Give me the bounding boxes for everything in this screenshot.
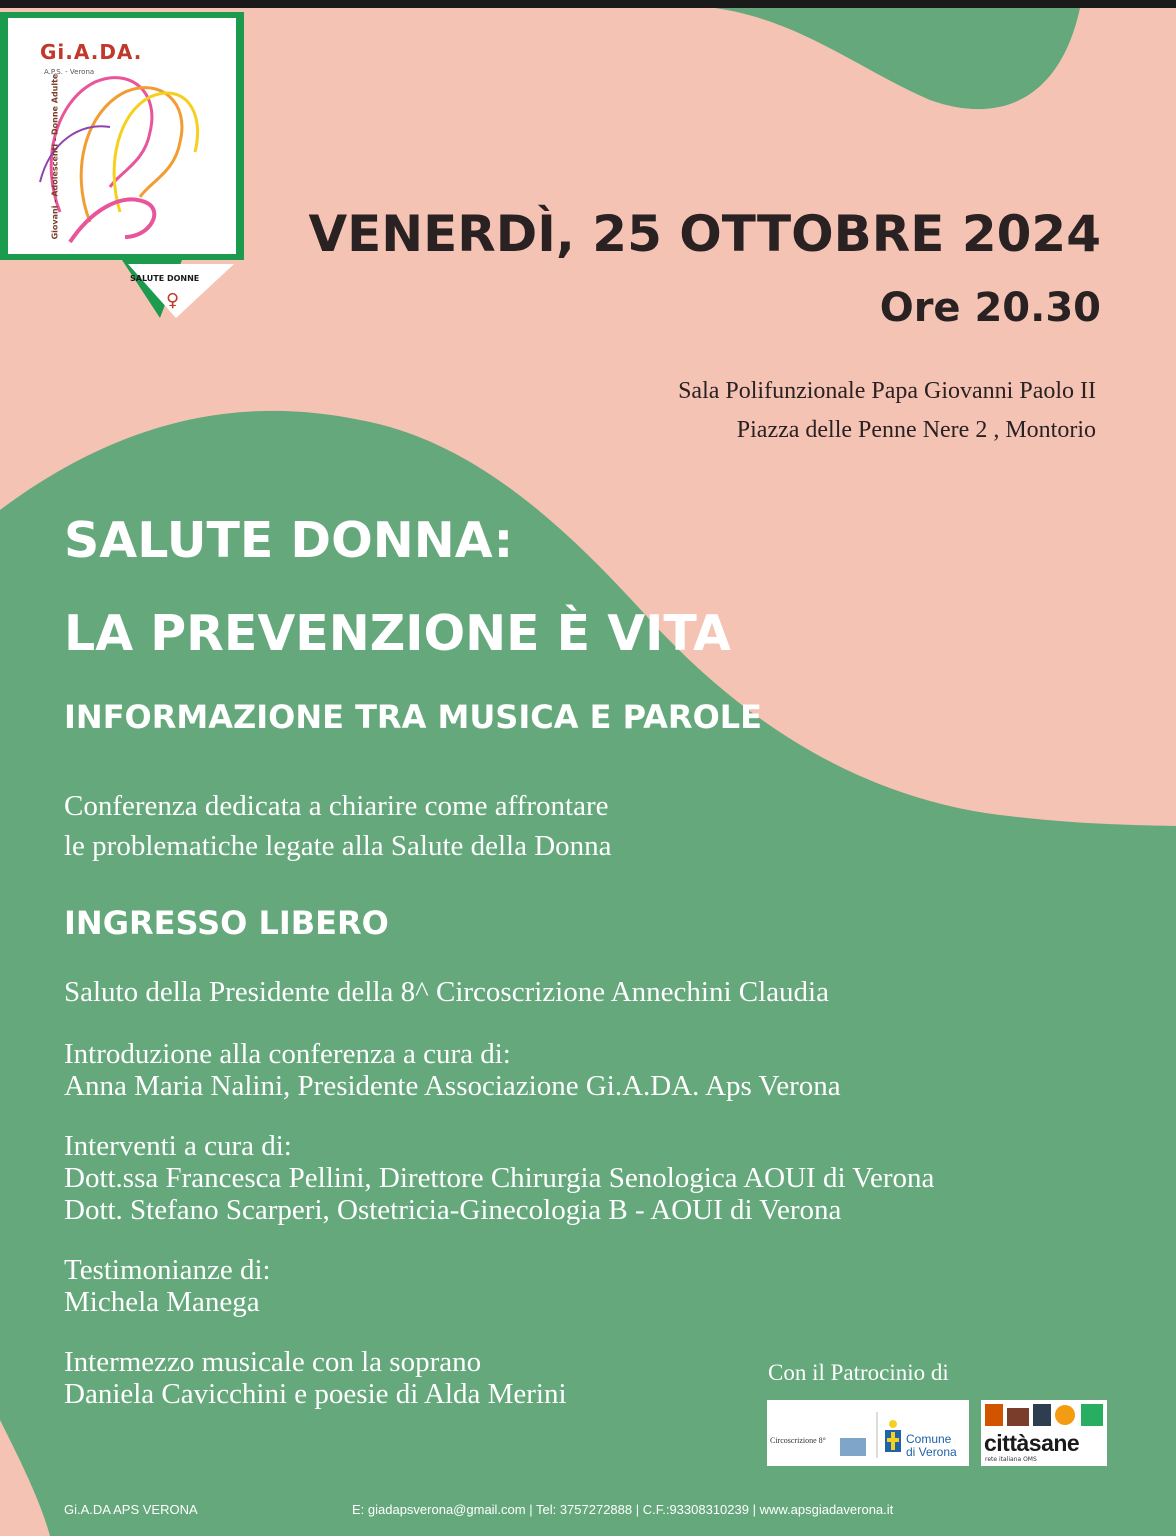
comune-line-2: di Verona bbox=[906, 1445, 957, 1459]
logo-name: Gi.A.DA. bbox=[40, 40, 143, 64]
circoscrizione-label: Circoscrizione 8° bbox=[770, 1436, 826, 1445]
logo-badge: SALUTE DONNE bbox=[130, 274, 200, 283]
greeting-text: Saluto della Presidente della 8^ Circoscrizione Annechini Claudia bbox=[64, 976, 829, 1008]
program-music bbox=[64, 1346, 567, 1410]
testimony-label: Testimonianze di: bbox=[64, 1254, 271, 1286]
program-greeting bbox=[64, 976, 829, 1008]
citta-sane-label: cittàsane bbox=[984, 1430, 1080, 1456]
comune-line-1: Comune bbox=[906, 1432, 952, 1446]
giada-logo bbox=[0, 12, 244, 318]
venue-line-1: Sala Polifunzionale Papa Giovanni Paolo II bbox=[678, 378, 1096, 404]
citta-sane-subtitle: rete italiana OMS bbox=[985, 1456, 1037, 1463]
description-line-1: Conferenza dedicata a chiarire come affrontare bbox=[64, 790, 609, 822]
event-venue bbox=[678, 372, 1096, 450]
talks-label: Interventi a cura di: bbox=[64, 1130, 292, 1162]
top-bar bbox=[0, 0, 1176, 8]
talk-1: Dott.ssa Francesca Pellini, Direttore Chirurgia Senologica AOUI di Verona bbox=[64, 1162, 935, 1194]
description-line-2: le problematiche legate alla Salute della Donna bbox=[64, 830, 612, 862]
venus-icon: ♀ bbox=[166, 290, 180, 311]
description bbox=[64, 786, 612, 866]
logo-vertical-text: Giovani - Adolescenti - Donne Adulte bbox=[50, 73, 60, 240]
testimony-name: Michela Manega bbox=[64, 1286, 260, 1318]
footer-org: Gi.A.DA APS VERONA bbox=[64, 1502, 198, 1517]
title-line-1: SALUTE DONNA: bbox=[64, 512, 514, 569]
logo-subtitle: A.P.S. - Verona bbox=[44, 68, 95, 76]
talk-2: Dott. Stefano Scarperi, Ostetricia-Ginecologia B - AOUI di Verona bbox=[64, 1194, 842, 1226]
music-line-2: Daniela Cavicchini e poesie di Alda Merini bbox=[64, 1378, 567, 1410]
event-date: VENERDÌ, 25 OTTOBRE 2024 bbox=[308, 205, 1101, 263]
subtitle: INFORMAZIONE TRA MUSICA E PAROLE bbox=[64, 698, 763, 736]
patronage-label: Con il Patrocinio di bbox=[768, 1360, 949, 1385]
program-intro bbox=[64, 1038, 841, 1102]
program-talks bbox=[64, 1130, 934, 1226]
event-time: Ore 20.30 bbox=[879, 285, 1101, 331]
music-line-1: Intermezzo musicale con la soprano bbox=[64, 1346, 482, 1378]
footer-contacts: E: giadapsverona@gmail.com | Tel: 3757272888 | C.F.:93308310239 | www.apsgiadaverona.it bbox=[352, 1502, 894, 1517]
free-entry: INGRESSO LIBERO bbox=[64, 904, 389, 942]
program-testimony bbox=[64, 1254, 271, 1318]
intro-label: Introduzione alla conferenza a cura di: bbox=[64, 1038, 511, 1070]
comune-label bbox=[906, 1433, 957, 1459]
title-line-2: LA PREVENZIONE È VITA bbox=[64, 605, 731, 662]
venue-line-2: Piazza delle Penne Nere 2 , Montorio bbox=[736, 417, 1096, 443]
intro-name: Anna Maria Nalini, Presidente Associazione Gi.A.DA. Aps Verona bbox=[64, 1070, 841, 1102]
